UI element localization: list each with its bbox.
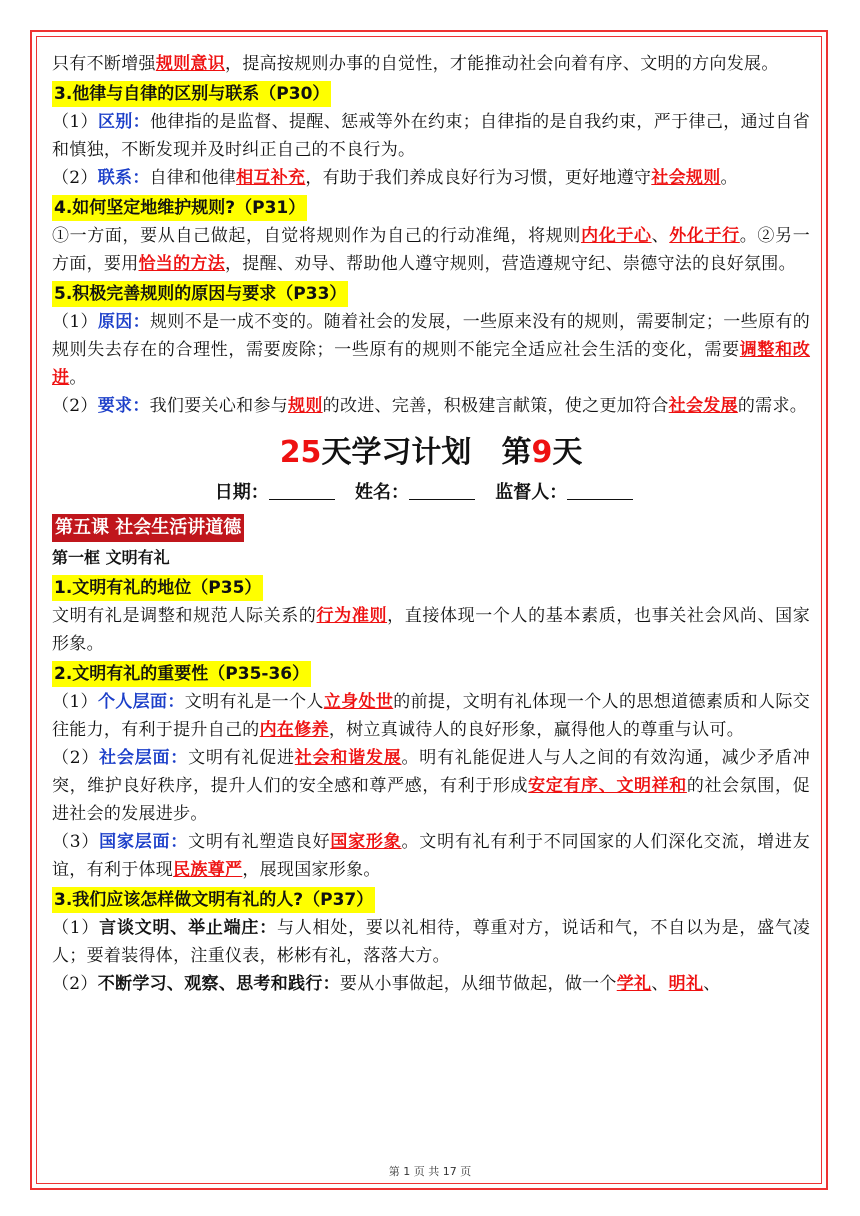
plan-title: 25天学习计划 第9天 — [279, 435, 583, 470]
keyword: 恰当的方法 — [138, 254, 225, 274]
keyword: 相互补充 — [236, 168, 306, 188]
keyword: 社会和谐发展 — [294, 748, 402, 768]
keyword: 调整和改进 — [52, 340, 811, 388]
paragraph: （1）个人层面：文明有礼是一个人立身处世的前提，文明有礼体现一个人的思想道德素质和人际交往能力，有利于提升自己的内在修养，树立真诚待人的良好形象，赢得他人的尊重与认可。 — [52, 692, 811, 740]
keyword: 民族尊严 — [173, 860, 243, 880]
paragraph: （2）要求：我们要关心和参与规则的改进、完善，积极建言献策，使之更加符合社会发展的需求。 — [52, 396, 808, 416]
supervisor-blank — [567, 481, 633, 500]
info-line: 日期： 姓名： 监督人： — [52, 478, 810, 508]
keyword: 安定有序、文明祥和 — [528, 776, 687, 796]
keyword: 社会规则 — [651, 168, 721, 188]
paragraph: ①一方面，要从自己做起，自觉将规则作为自己的行动准绳，将规则内化于心、外化于行。②另一方面，要用恰当的方法，提醒、劝导、帮助他人遵守规则，营造遵规守纪、崇德守法的良好氛围。 — [52, 226, 811, 274]
keyword: 立身处世 — [323, 692, 394, 712]
section-heading: 2.文明有礼的重要性（P35-36） — [52, 661, 311, 687]
date-blank — [269, 481, 335, 500]
keyword: 规则意识 — [155, 54, 226, 74]
keyword: 国家形象 — [330, 832, 402, 852]
paragraph: （1）言谈文明、举止端庄：与人相处，要以礼相待，尊重对方，说话和气，不自以为是，盛气凌人；要着装得体，注重仪表，彬彬有礼，落落大方。 — [52, 918, 811, 966]
keyword: 明礼 — [668, 974, 704, 994]
name-blank — [409, 481, 475, 500]
keyword: 学礼 — [616, 974, 652, 994]
lesson-title: 第五课 社会生活讲道德 — [52, 514, 244, 542]
paragraph: （3）国家层面：文明有礼塑造良好国家形象。文明有礼有利于不同国家的人们深化交流，增进友谊，有利于体现民族尊严，展现国家形象。 — [52, 832, 811, 880]
paragraph: （1）原因：规则不是一成不变的。随着社会的发展，一些原来没有的规则，需要制定；一些原有的规则失去存在的合理性，需要废除；一些原有的规则不能完全适应社会生活的变化，需要调整和改进。 — [52, 312, 811, 388]
page-footer: 第 1 页 共 17 页 — [388, 1165, 472, 1178]
keyword: 行为准则 — [316, 606, 388, 626]
section-heading: 4.如何坚定地维护规则?（P31） — [52, 195, 307, 221]
paragraph: （2）不断学习、观察、思考和践行：要从小事做起，从细节做起，做一个学礼、明礼、 — [52, 974, 721, 994]
keyword: 内化于心 — [581, 226, 652, 246]
section-heading: 3.我们应该怎样做文明有礼的人?（P37） — [52, 887, 375, 913]
keyword: 社会发展 — [668, 396, 738, 416]
section-heading: 3.他律与自律的区别与联系（P30） — [52, 81, 331, 107]
section-heading: 5.积极完善规则的原因与要求（P33） — [52, 281, 348, 307]
section-subtitle: 第一框 文明有礼 — [52, 548, 170, 567]
keyword: 外化于行 — [669, 226, 740, 246]
keyword: 规则 — [288, 396, 323, 416]
intro-paragraph: 只有不断增强规则意识，提高按规则办事的自觉性，才能推动社会向着有序、文明的方向发展。 — [52, 54, 779, 74]
paragraph: （1）区别：他律指的是监督、提醒、惩戒等外在约束；自律指的是自我约束，严于律己，通过自省和慎独，不断发现并及时纠正自己的不良行为。 — [52, 112, 810, 160]
keyword: 内在修养 — [259, 720, 329, 740]
paragraph: 文明有礼是调整和规范人际关系的行为准则，直接体现一个人的基本素质，也事关社会风尚、国家形象。 — [52, 606, 811, 654]
page-content — [52, 50, 810, 998]
section-heading: 1.文明有礼的地位（P35） — [52, 575, 263, 601]
paragraph: （2）社会层面：文明有礼促进社会和谐发展。明有礼能促进人与人之间的有效沟通，减少矛盾冲突，维护良好秩序，提升人们的安全感和尊严感，有利于形成安定有序、文明祥和的社会氛围，促进社会的发展进步。 — [52, 748, 811, 824]
paragraph: （2）联系：自律和他律相互补充，有助于我们养成良好行为习惯，更好地遵守社会规则。 — [52, 168, 738, 188]
